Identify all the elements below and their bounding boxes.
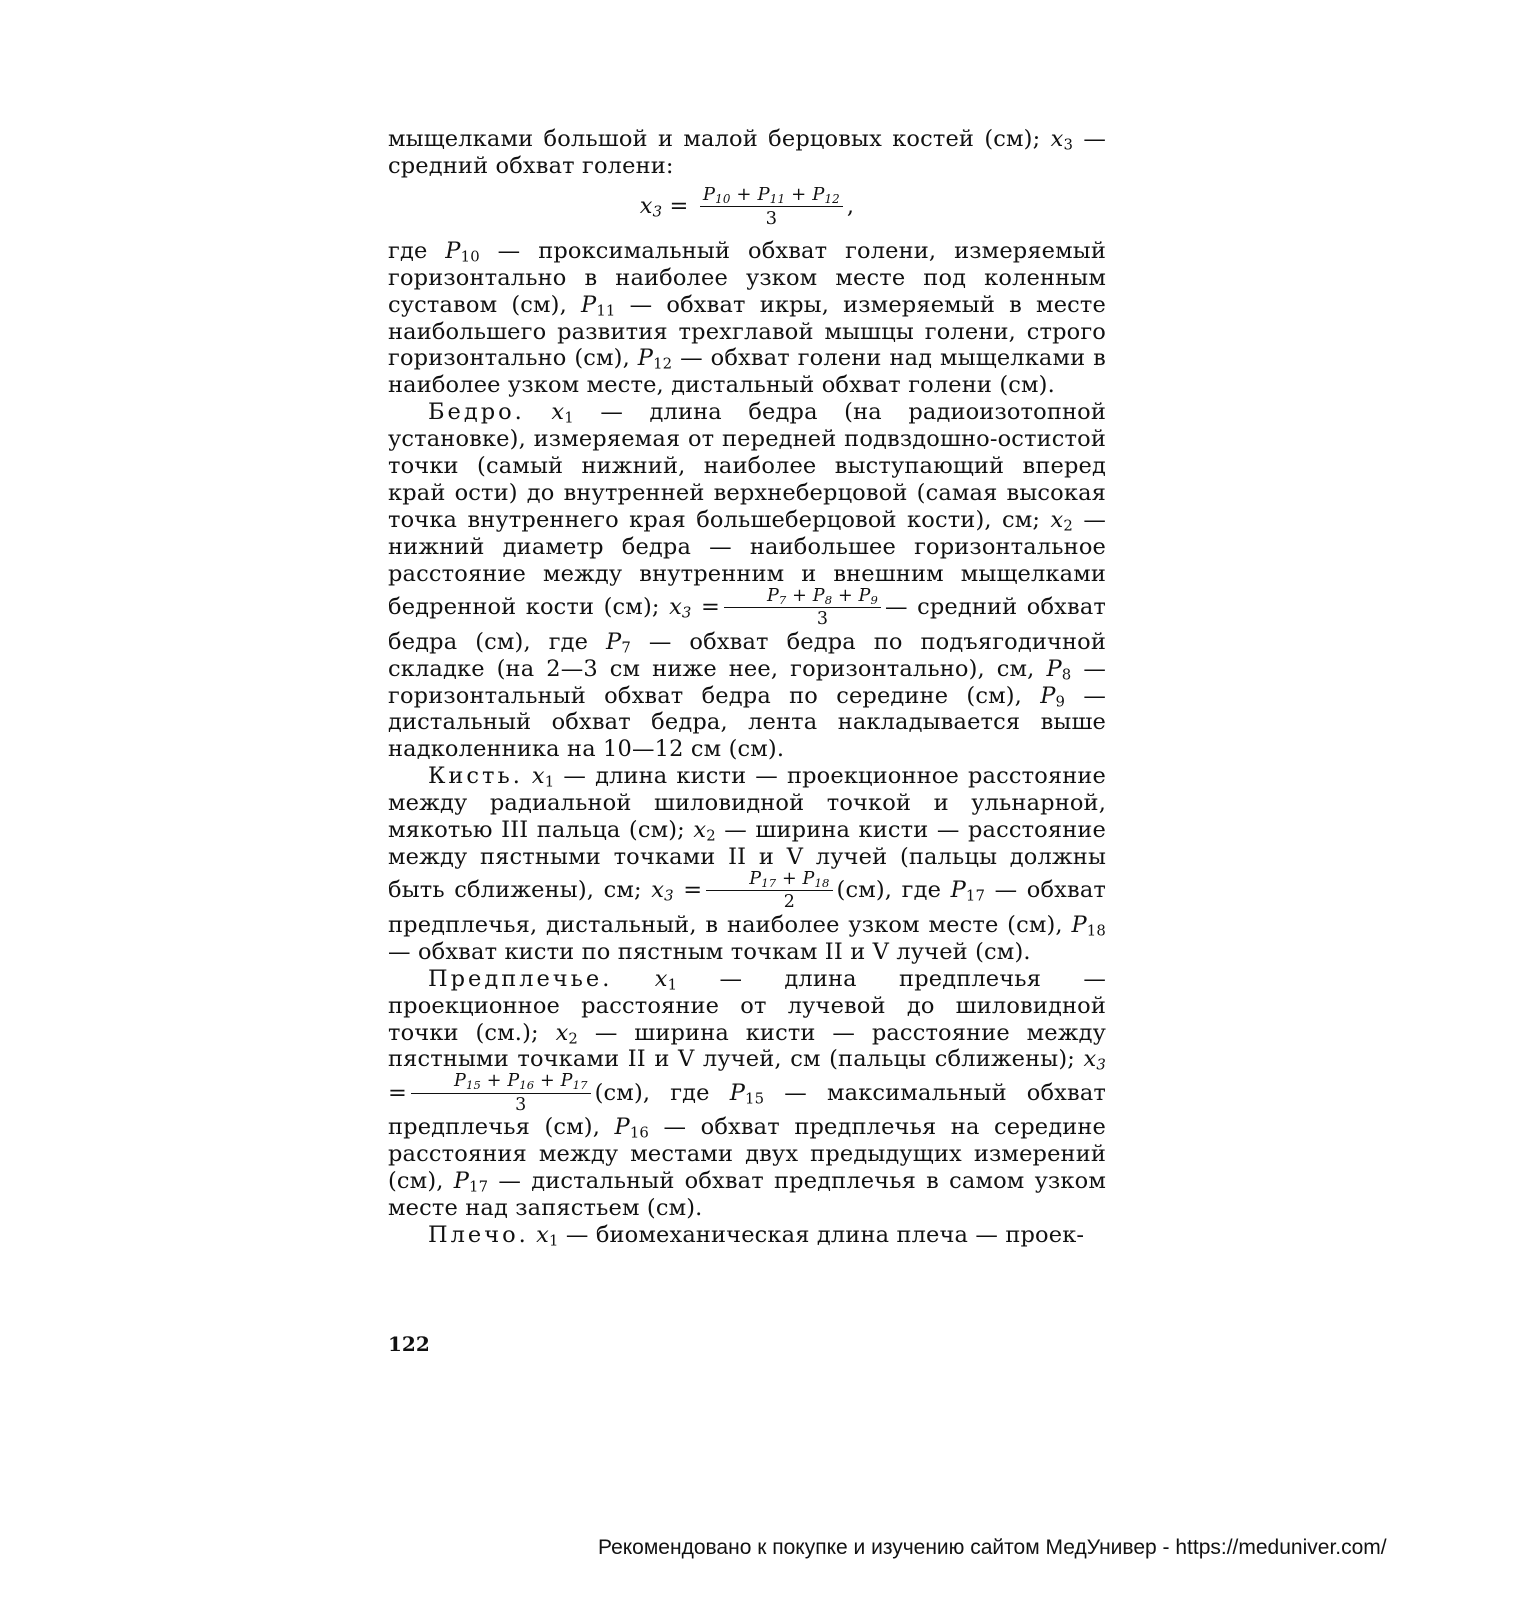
equation-shin <box>388 183 1106 229</box>
section-heading-thigh: Бедро. <box>428 399 525 426</box>
equation-lhs: $x_3$ = <box>639 192 689 221</box>
fraction-thigh <box>724 585 881 630</box>
forearm-text-b: (см), где $P_{15}$ — максимальный обхват предплечья (см), $P_{16}$ — обхват предплечья на середине расстояния между местами двух предыдущих измерений (см), $P_{17}$ — дистальный обхват предплечья в самом узком месте над запястьем (см). <box>388 1079 1106 1222</box>
denominator: 3 <box>515 1094 527 1115</box>
section-heading-hand: Кисть. <box>428 763 523 790</box>
thigh-text-b: — средний обхват бедра (см), где $P_7$ — обхват бедра по подъягодичной складке (на 2—3 см ниже нее, горизонтально), см, $P_8$ — горизонтальный обхват бедра по середине (см), $P_9$ — дистальный обхват бедра, лента накладывается выше надколенника на 10—12 см (см). <box>388 594 1107 763</box>
paragraph-top: мыщелками большой и малой берцовых костей (см); $x_3$ — средний обхват голени: <box>388 126 1106 179</box>
hand-lhs: $x_3$ = <box>651 877 703 906</box>
forearm-text-a: $x_1$ — длина предплечья — проекционное расстояние от лучевой до шиловидной точки (см.); $x_2$ — ширина кисти — расстояние между пястными точками II и V лучей, см (пальцы сближены); <box>388 965 1106 1073</box>
paragraph-shoulder <box>388 1222 1106 1249</box>
numerator: $P_{10} + P_{11} + P_{12}$ <box>700 186 843 207</box>
thigh-lhs: $x_3$ = <box>669 594 720 622</box>
paragraph-shin: где $P_{10}$ — проксимальный обхват голени, измеряемый горизонтально в наиболее узком месте под коленным суставом (см), $P_{11}$ — обхват икры, измеряемый в месте наибольшего развития трехглавой мышцы голени, строго горизонтально (см), $P_{12}$ — обхват голени над мыщелками в наиболее узком месте, дистальный обхват голени (см). <box>388 237 1107 399</box>
numerator: $P_{17} + P_{18}$ <box>706 871 832 892</box>
denominator: 2 <box>783 892 796 913</box>
paragraph-thigh <box>388 399 1106 763</box>
footer-note: Рекомендовано к покупке и изучению сайтом МедУнивер - https://meduniver.com/ <box>598 1536 1387 1559</box>
numerator: $P_7 + P_8 + P_9$ <box>724 588 881 609</box>
hand-text-b: (см), где $P_{17}$ — обхват предплечья, дистальный, в наиболее узком месте (см), $P_{18}$ — обхват кисти по пястным точкам II и V лучей (см). <box>388 877 1106 965</box>
fraction <box>700 183 843 229</box>
paragraph-hand <box>388 763 1106 966</box>
page-text <box>388 126 1106 1249</box>
forearm-lhs: $x_3$ = <box>388 1046 1106 1106</box>
equation-tail: , <box>846 192 855 219</box>
fraction-hand <box>706 868 832 913</box>
denominator: 3 <box>765 207 778 229</box>
thigh-text-a: $x_1$ — длина бедра (на радиоизотопной установке), измеряемая от передней подвздошно-остистой точки (самый нижний, наиболее выступающий вперед край ости) до внутренней верхнеберцовой (самая высокая точка внутреннего края большеберцовой кости), см; $x_2$ — нижний диаметр бедра — наибольшее горизонтальное расстояние между внутренним и внешним мыщелками бедренной кости (см); <box>388 399 1106 621</box>
section-heading-shoulder: Плечо. <box>428 1222 529 1249</box>
denominator: 3 <box>816 609 829 630</box>
numerator: $P_{15} + P_{16} + P_{17}$ <box>411 1073 591 1094</box>
hand-text-a: $x_1$ — длина кисти — проекционное расстояние между радиальной шиловидной точкой и ульнарной, мякотью III пальца (см); $x_2$ — ширина кисти — расстояние между пястными точками II и V лучей (пальцы должны быть сближены), см; <box>388 763 1106 904</box>
shoulder-text-a: $x_1$ — биомеханическая длина плеча — проек- <box>536 1222 1085 1250</box>
section-heading-forearm: Предплечье. <box>428 965 613 992</box>
page-number: 122 <box>388 1332 430 1356</box>
fraction-forearm <box>411 1073 591 1114</box>
paragraph-forearm <box>388 966 1106 1222</box>
